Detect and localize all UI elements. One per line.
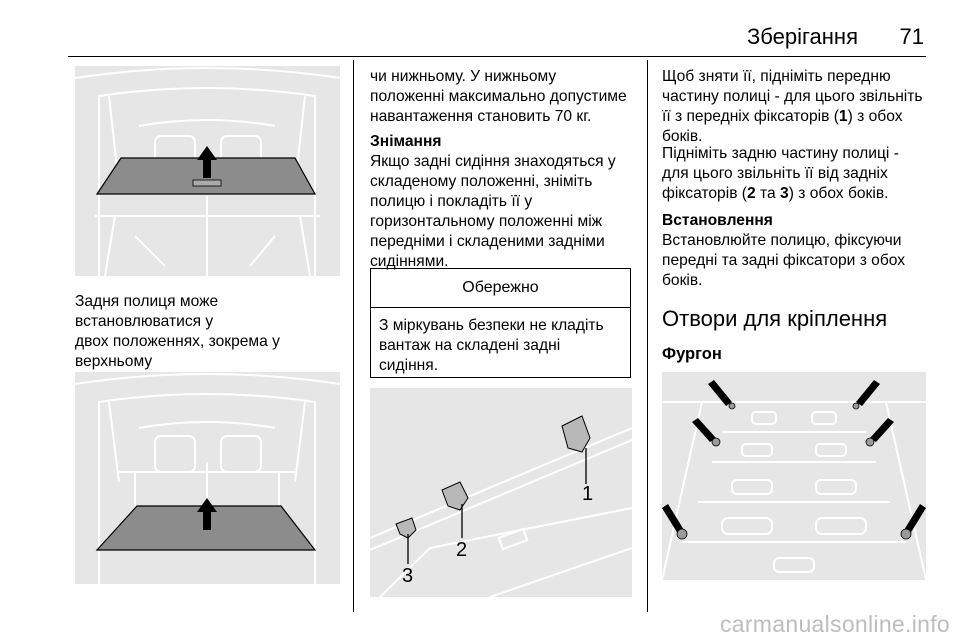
caption-line: двох положеннях, зокрема у (75, 333, 280, 350)
column-divider-left (353, 60, 354, 612)
text-fragment: ) з обох (847, 108, 903, 125)
watermark: carmanualsonline.info (719, 611, 950, 637)
page-number: 71 (899, 24, 924, 49)
text-line: горизонтальному положенні між (370, 213, 603, 230)
figure-caption (75, 292, 343, 372)
figure-fixing-points-drawing (370, 388, 632, 597)
figure-anchorage-points (662, 372, 926, 580)
text-fragment: ) з обох боків. (788, 185, 889, 202)
section-title: Зберігання (747, 24, 858, 49)
caution-body (371, 308, 630, 376)
installation-section (662, 211, 930, 291)
text-line: Щоб зняти її, підніміть передню (662, 68, 891, 85)
text-line: навантаження становить 70 кг. (370, 108, 592, 125)
anchorage-section (662, 306, 930, 364)
intro-paragraph (370, 67, 634, 127)
removal-steps (662, 67, 930, 147)
fixing-label-1: 1 (582, 483, 594, 505)
text-line: боків. (662, 128, 703, 145)
text-line: для цього звільніть її від задніх (662, 165, 888, 182)
figure-shelf-upper (75, 66, 340, 276)
figure-anchorage-points-drawing (662, 372, 926, 580)
ref-number: 3 (780, 185, 789, 202)
rear-release-step (662, 144, 930, 204)
text-fragment: її з передніх фіксаторів ( (662, 108, 839, 125)
text-line (662, 184, 930, 204)
caption-line: верхньому (75, 353, 153, 370)
subheading-van: Фургон (662, 345, 722, 363)
caption-line: встановлюватися у (75, 313, 214, 330)
column-divider-right (647, 60, 648, 612)
text-line (662, 107, 930, 127)
text-line: складеному положенні, зніміть (370, 173, 593, 190)
section-heading: Отвори для кріплення (662, 306, 888, 331)
text-line: сидіннями. (370, 253, 449, 270)
text-line: боків. (662, 272, 703, 289)
header-rule (68, 56, 926, 57)
figure-fixing-points (370, 388, 632, 597)
text-line: передні та задні фіксатори з обох (662, 252, 906, 269)
removal-heading: Знімання (370, 133, 442, 150)
text-line: положенні максимально допустиме (370, 88, 627, 105)
fixing-label-2: 2 (456, 539, 468, 561)
caution-line: З міркувань безпеки не кладіть (379, 317, 604, 334)
caution-title: Обережно (371, 269, 630, 308)
text-line: передніми і складеними задніми (370, 233, 605, 250)
text-line: Підніміть задню частину полиці - (662, 145, 899, 162)
text-line: частину полиці - для цього звільніть (662, 88, 923, 105)
text-line: чи нижньому. У нижньому (370, 68, 557, 85)
text-line: Встановлюйте полицю, фіксуючи (662, 232, 902, 249)
ref-number: 2 (747, 185, 756, 202)
figure-shelf-upper-drawing (75, 66, 340, 276)
caution-box (370, 268, 631, 378)
ref-number: 1 (838, 108, 848, 125)
caption-line: Задня полиця може (75, 293, 219, 310)
caution-line: сидіння. (379, 357, 439, 374)
removal-section (370, 132, 634, 272)
figure-shelf-lower (75, 372, 340, 584)
fixing-label-3: 3 (402, 565, 414, 587)
figure-shelf-lower-drawing (75, 372, 340, 584)
text-fragment: фіксаторів ( (662, 185, 748, 202)
text-line: Якщо задні сидіння знаходяться у (370, 153, 616, 170)
text-fragment: та (755, 185, 781, 202)
caution-line: вантаж на складені задні (379, 337, 561, 354)
install-heading: Встановлення (662, 212, 773, 229)
text-line: полицю і покладіть її у (370, 193, 533, 210)
